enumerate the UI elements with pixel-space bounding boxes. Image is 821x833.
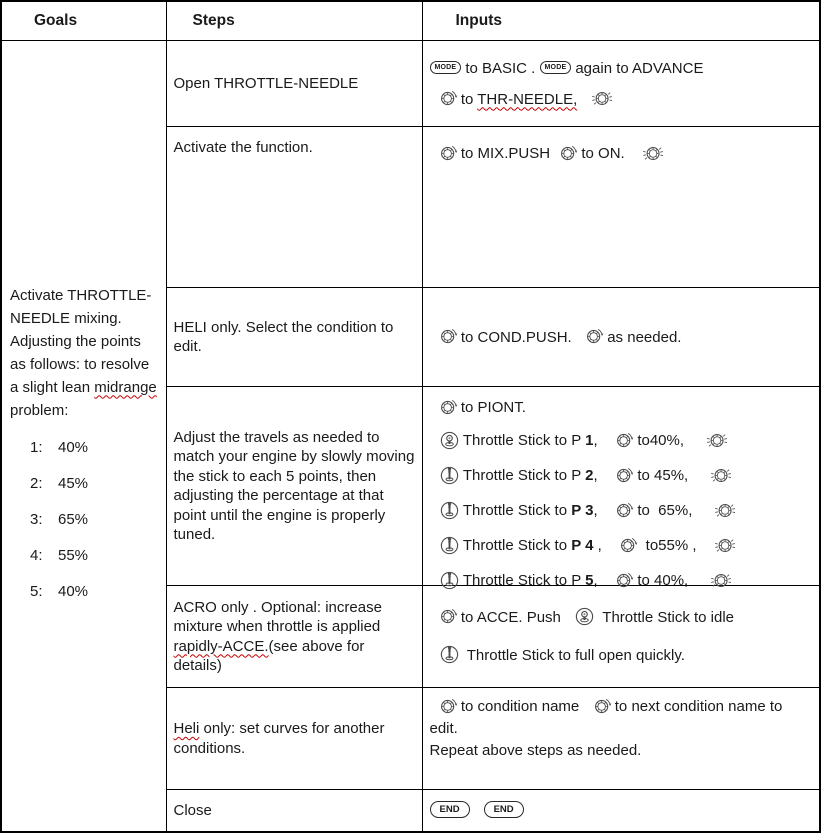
point-number: 1: bbox=[30, 438, 43, 456]
text-segment: only: set curves for another conditions. bbox=[173, 720, 389, 757]
point-number: 3: bbox=[30, 510, 43, 528]
steps-cell[interactable] bbox=[166, 586, 422, 688]
point-number: 4: bbox=[30, 546, 43, 564]
step-description bbox=[174, 598, 415, 676]
goals-text bbox=[10, 284, 159, 422]
input-line bbox=[430, 696, 813, 740]
inputs-cell[interactable] bbox=[422, 127, 820, 288]
inputs-instructions bbox=[430, 696, 813, 766]
dial-icon bbox=[431, 607, 458, 626]
text-segment: to bbox=[460, 90, 478, 108]
point-number: 5: bbox=[30, 582, 43, 600]
steps-cell[interactable] bbox=[166, 688, 422, 790]
text-segment: Throttle Stick to P bbox=[462, 432, 586, 449]
point-value: 45% bbox=[58, 474, 89, 492]
text-segment: Adjust the travels as needed to match your engine by slowly moving the stick to each 5 points, then adjusting the percentage at that point until the engine is properly tuned. bbox=[173, 428, 419, 543]
text-segment: ACRO only . Optional: increase mixture when throttle is applied bbox=[173, 598, 387, 635]
text-segment: , bbox=[593, 432, 606, 449]
stick-up-icon bbox=[431, 465, 460, 486]
step-description bbox=[174, 801, 415, 821]
curve-point bbox=[10, 466, 159, 502]
input-line bbox=[430, 528, 813, 563]
end-button-icon: END bbox=[484, 801, 524, 819]
dial-flash-icon bbox=[706, 536, 737, 555]
misspelled-text: midrange bbox=[94, 378, 157, 396]
curve-point bbox=[10, 574, 159, 610]
inputs-instructions bbox=[430, 53, 813, 115]
text-segment: , bbox=[593, 467, 606, 484]
text-segment: to ACCE. Push bbox=[460, 608, 566, 626]
dial-flash-icon bbox=[702, 571, 733, 590]
text-segment: Activate the function. bbox=[173, 139, 313, 156]
text-segment: to BASIC . bbox=[465, 59, 540, 77]
curve-point bbox=[10, 538, 159, 574]
curve-point bbox=[10, 430, 159, 466]
dial-icon bbox=[431, 144, 458, 163]
text-segment: Throttle Stick to full open quickly. bbox=[462, 646, 685, 664]
goals-cell[interactable] bbox=[1, 41, 166, 833]
steps-cell[interactable] bbox=[166, 41, 422, 127]
steps-cell[interactable] bbox=[166, 288, 422, 387]
step-description bbox=[174, 74, 415, 94]
input-line bbox=[430, 493, 813, 528]
input-line bbox=[430, 53, 813, 84]
text-segment: 5 bbox=[585, 572, 594, 589]
mode-button-icon: MODE bbox=[540, 61, 572, 74]
curve-points-list bbox=[10, 430, 159, 610]
misspelled-text: THR-NEEDLE, bbox=[477, 90, 578, 108]
inputs-instructions bbox=[430, 322, 813, 353]
end-button-icon: END bbox=[430, 801, 470, 819]
text-segment: , bbox=[593, 502, 606, 519]
text-segment: , bbox=[593, 537, 611, 554]
input-line bbox=[430, 795, 813, 826]
input-line bbox=[430, 637, 813, 675]
text-segment: to COND.PUSH. bbox=[460, 328, 576, 346]
misspelled-text: Heli bbox=[173, 720, 200, 737]
inputs-instructions bbox=[430, 599, 813, 675]
step-description bbox=[174, 318, 415, 357]
text-segment: P 3 bbox=[571, 502, 594, 519]
text-segment: 1 bbox=[585, 432, 594, 449]
text-segment: problem: bbox=[10, 378, 161, 419]
step-description bbox=[173, 428, 419, 545]
text-segment: to next condition name to edit. bbox=[429, 698, 787, 737]
dial-icon bbox=[431, 697, 458, 716]
text-segment: to 65%, bbox=[637, 502, 701, 519]
input-line bbox=[430, 423, 813, 458]
column-header-goals: Goals bbox=[1, 1, 166, 41]
text-segment: to PIONT. bbox=[460, 399, 526, 416]
dial-flash-icon bbox=[582, 89, 613, 108]
point-value: 65% bbox=[58, 510, 89, 528]
text-segment: Open THROTTLE-NEEDLE bbox=[173, 74, 359, 92]
dial-flash-icon bbox=[702, 466, 733, 485]
steps-cell[interactable] bbox=[166, 790, 422, 833]
text-segment: Throttle Stick to idle bbox=[598, 608, 735, 626]
inputs-cell[interactable] bbox=[422, 586, 820, 688]
input-line bbox=[430, 740, 813, 766]
stick-up-icon bbox=[431, 535, 460, 556]
column-header-steps: Steps bbox=[166, 1, 422, 41]
input-line bbox=[430, 392, 813, 423]
text-segment: to ON. bbox=[581, 145, 629, 162]
dial-icon bbox=[611, 536, 638, 555]
dial-flash-icon bbox=[634, 144, 665, 163]
inputs-cell[interactable] bbox=[422, 790, 820, 833]
inputs-instructions bbox=[430, 392, 813, 589]
text-segment: , bbox=[593, 572, 606, 589]
dial-flash-icon bbox=[697, 431, 728, 450]
dial-icon bbox=[607, 501, 634, 520]
dial-icon bbox=[431, 89, 458, 108]
text-segment: P 4 bbox=[571, 537, 594, 554]
text-segment: Close bbox=[173, 801, 212, 819]
input-line bbox=[430, 599, 813, 637]
mode-button-icon: MODE bbox=[430, 61, 462, 74]
text-segment: to40%, bbox=[637, 432, 693, 449]
text-segment: to 40%, bbox=[637, 572, 697, 589]
table-row bbox=[1, 41, 820, 127]
point-number: 2: bbox=[30, 474, 43, 492]
stick-up-icon bbox=[431, 644, 460, 665]
point-value: 40% bbox=[58, 438, 89, 456]
inputs-cell[interactable] bbox=[422, 387, 820, 589]
input-line bbox=[430, 138, 813, 169]
step-description bbox=[174, 138, 415, 158]
text-segment: 2 bbox=[585, 467, 594, 484]
stick-down-icon bbox=[566, 606, 595, 627]
steps-cell[interactable] bbox=[166, 127, 422, 288]
text-segment: Throttle Stick to P bbox=[462, 572, 586, 589]
step-description bbox=[174, 719, 415, 758]
inputs-cell[interactable] bbox=[422, 688, 820, 790]
dial-icon bbox=[577, 327, 604, 346]
point-value: 55% bbox=[58, 546, 89, 564]
inputs-instructions bbox=[430, 138, 813, 169]
inputs-cell[interactable] bbox=[422, 288, 820, 387]
steps-cell[interactable] bbox=[166, 387, 422, 586]
text-segment: to MIX.PUSH bbox=[460, 145, 551, 162]
text-segment: Activate THROTTLE-NEEDLE mixing. Adjusting the points as follows: to resolve a slight lean bbox=[10, 286, 154, 396]
text-segment: Throttle Stick to bbox=[462, 502, 572, 519]
text-segment: Repeat above steps as needed. bbox=[429, 742, 642, 759]
text-segment: Throttle Stick to bbox=[462, 537, 572, 554]
text-segment: Throttle Stick to P bbox=[462, 467, 586, 484]
text-segment: to condition name bbox=[460, 698, 584, 715]
column-header-inputs: Inputs bbox=[422, 1, 820, 41]
dial-icon bbox=[551, 144, 578, 163]
stick-up-icon bbox=[431, 570, 460, 591]
inputs-cell[interactable] bbox=[422, 41, 820, 127]
dial-icon bbox=[607, 466, 634, 485]
misspelled-text: rapidly-ACCE. bbox=[173, 637, 269, 655]
curve-point bbox=[10, 502, 159, 538]
text-segment: (see above for details) bbox=[173, 637, 369, 674]
dial-icon bbox=[607, 431, 634, 450]
input-line bbox=[430, 458, 813, 493]
input-line bbox=[430, 322, 813, 353]
dial-icon bbox=[584, 697, 611, 716]
input-line bbox=[430, 84, 813, 115]
stick-up-icon bbox=[431, 500, 460, 521]
text-segment: again to ADVANCE bbox=[575, 59, 704, 77]
point-value: 40% bbox=[58, 582, 89, 600]
dial-flash-icon bbox=[706, 501, 737, 520]
stick-down-icon bbox=[431, 430, 460, 451]
inputs-instructions bbox=[430, 795, 813, 826]
text-segment: to55% , bbox=[641, 537, 701, 554]
text-segment: HELI only. Select the condition to edit. bbox=[173, 318, 398, 355]
text-segment: as needed. bbox=[607, 328, 682, 346]
dial-icon bbox=[431, 398, 458, 417]
text-segment: to 45%, bbox=[637, 467, 697, 484]
dial-icon bbox=[431, 327, 458, 346]
header-row bbox=[1, 1, 820, 41]
dial-icon bbox=[607, 571, 634, 590]
